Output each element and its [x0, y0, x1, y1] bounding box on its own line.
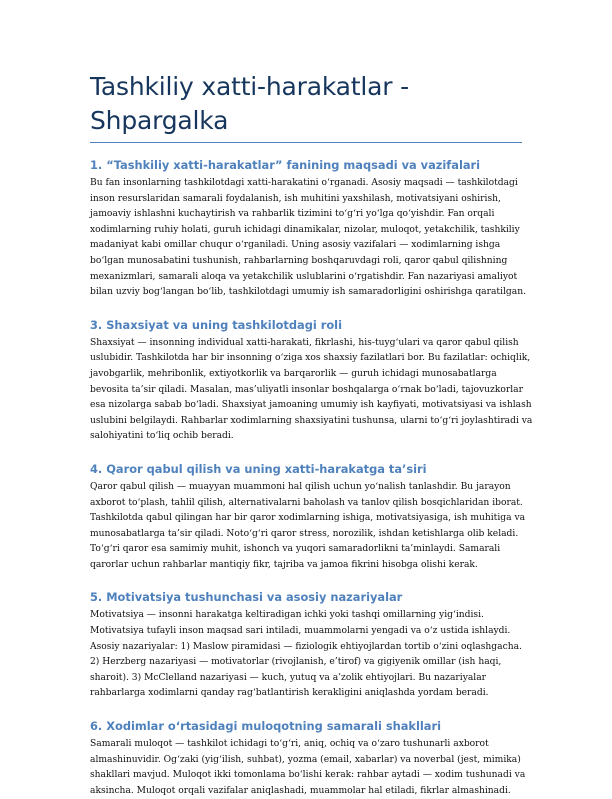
- document-page: [90, 70, 533, 799]
- body-line: Motivatsiya tufayli inson maqsad sari intiladi, muammolarni yengadi va o‘z ustida ishlaydi.: [90, 626, 511, 637]
- body-line: shakllari mavjud. Muloqot ikki tomonlama bo‘lishi kerak: rahbar aytadi — xodim tushunadi va: [90, 770, 526, 781]
- body-line: uslubidir. Tashkilotda har bir insonning o‘ziga xos shaxsiy fazilatlari bor. Bu fazilatlar: ochiqlik,: [90, 353, 531, 364]
- body-line: Shaxsiyat — insonning individual xatti-harakati, fikrlashi, his-tuyg‘ulari va qaror qabul qilish: [90, 337, 519, 348]
- body-line: bo‘lgan munosabatini tushunish, rahbarlarning boshqaruvdagi roli, qaror qabul qilishning: [90, 255, 508, 266]
- body-line: Motivatsiya — insonni harakatga keltiradigan ichki yoki tashqi omillarning yig‘indisi.: [90, 610, 484, 621]
- section-heading: 5. Motivatsiya tushunchasi va asosiy nazariyalar: [90, 590, 403, 605]
- body-line: Qaror qabul qilish — muayyan muammoni hal qilish uchun yo‘nalish tanlashdir. Bu jarayon: [90, 481, 511, 492]
- body-line: inson resurslaridan samarali foydalanish, ish muhitini yaxshilash, motivatsiyani oshirish,: [90, 193, 501, 204]
- body-line: almashinuvidir. Og‘zaki (yig‘ilish, suhbat), yozma (email, xabarlar) va noverbal (jest, mimika): [90, 754, 521, 765]
- section-heading: 6. Xodimlar o‘rtasidagi muloqotning samarali shakllari: [90, 719, 442, 734]
- body-line: bevosita ta’sir qiladi. Masalan, mas’uliyatli insonlar boshqalarga o‘rnak bo‘ladi, tajovuzkorlar: [90, 384, 523, 395]
- body-line: mexanizmlari, samarali aloqa va yetakchilik uslublarini o‘rgatishdir. Fan nazariyasi amaliyot: [90, 271, 518, 282]
- document-title: Tashkiliy xatti-harakatlar - Shpargalka: [90, 70, 522, 143]
- body-line: 2) Herzberg nazariyasi — motivatorlar (rivojlanish, e’tirof) va gigiyenik omillar (ish haqi,: [90, 657, 502, 668]
- body-line: qarorlar uchun rahbarlar mantiqiy fikr, tajriba va jamoa fikrini hisobga olishi kerak.: [90, 559, 478, 570]
- section-motivation: [90, 589, 522, 702]
- body-line: javobgarlik, mehribonlik, extiyotkorlik va barqarorlik — guruh ichidagi munosabatlarga: [90, 368, 497, 379]
- section-body: [90, 336, 533, 445]
- body-line: xodimlarning ruhiy holati, guruh ichidagi dinamikalar, nizolar, muloqot, yetakchilik, tashkiliy: [90, 224, 520, 235]
- section-heading: 4. Qaror qabul qilish va uning xatti-harakatga ta’siri: [90, 461, 427, 476]
- body-line: madaniyat kabi omillar chuqur o‘rganiladi. Uning asosiy vazifalari — xodimlarning ishga: [90, 240, 501, 251]
- section-body: [90, 608, 522, 702]
- body-line: Tashkilotda qabul qilingan har bir qaror xodimlarning ishiga, motivatsiyasiga, ish muhitiga va: [90, 513, 526, 524]
- body-line: jamoaviy ishlashni kuchaytirish va rahbarlik tizimini to‘g‘ri yo‘lga qo‘yishdir. Fan orqali: [90, 209, 495, 220]
- body-line: uslubini belgilaydi. Rahbarlar xodimlarning shaxsiyatini tushunsa, ularni to‘g‘ri joylashtiradi va: [90, 415, 533, 426]
- section-body: [90, 480, 526, 574]
- body-line: Samarali muloqot — tashkilot ichidagi to‘g‘ri, aniq, ochiq va o‘zaro tushunarli axborot: [90, 739, 489, 750]
- body-line: bilan uzviy bog‘langan bo‘lib, tashkilotdagi umumiy ish samaradorligini oshirishga qaratilgan.: [90, 287, 526, 298]
- section-heading: 1. “Tashkiliy xatti-harakatlar” fanining maqsadi va vazifalari: [90, 158, 481, 172]
- section-body: [90, 176, 526, 301]
- body-line: salohiyatini to‘liq ochib beradi.: [90, 431, 234, 442]
- body-line: sharoit). 3) McClelland nazariyasi — kuch, yutuq va a’zolik ehtiyojlari. Bu nazariyalar: [90, 672, 487, 683]
- body-line: To‘g‘ri qaror esa samimiy muhit, ishonch va yuqori samaradorlikni ta’minlaydi. Samarali: [90, 544, 501, 555]
- body-line: Bu fan insonlarning tashkilotdagi xatti-harakatini o‘rganadi. Asosiy maqsadi — tashkilotdagi: [90, 178, 518, 188]
- section-goals: [90, 157, 526, 301]
- body-line: aksincha. Muloqot orqali vazifalar aniqlashadi, muammolar hal etiladi, fikrlar almashinadi.: [90, 785, 511, 796]
- body-line: esa nizolarga sabab bo‘ladi. Shaxsiyat jamoaning umumiy ish kayfiyati, motivatsiyasi va ishlash: [90, 400, 532, 411]
- section-communication: [90, 718, 526, 799]
- body-line: Asosiy nazariyalar: 1) Maslow piramidasi — fiziologik ehtiyojlardan tortib o‘zini oqlashgacha.: [90, 641, 522, 652]
- section-personality: [90, 317, 533, 445]
- section-decision-making: [90, 461, 526, 574]
- body-line: axborot to‘plash, tahlil qilish, alternativalarni baholash va tanlov qilish bosqichlaridan iborat.: [90, 497, 523, 508]
- section-body: [90, 737, 526, 799]
- body-line: rahbarlarga xodimlarni qanday rag‘batlantirish kerakligini aniqlashda yordam beradi.: [90, 688, 489, 699]
- section-heading: 3. Shaxsiyat va uning tashkilotdagi roli: [90, 317, 342, 332]
- body-line: munosabatlarga ta’sir qiladi. Noto‘g‘ri qaror stress, norozilik, ishdan ketishlarga olib keladi.: [90, 528, 519, 539]
